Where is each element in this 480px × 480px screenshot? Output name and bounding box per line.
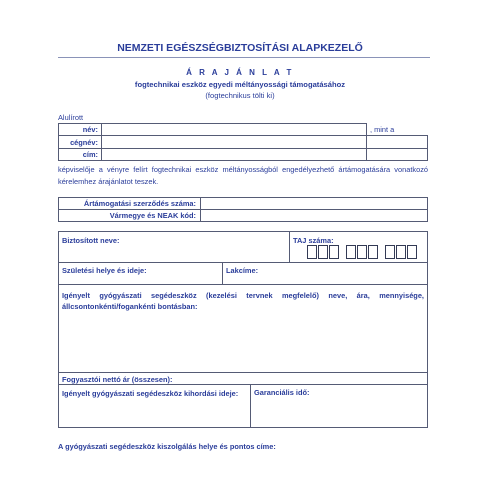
name-suffix: , mint a (370, 125, 395, 134)
birth-field[interactable] (62, 275, 218, 283)
warranty-field[interactable] (254, 399, 424, 425)
contract-number-field[interactable] (204, 199, 424, 209)
county-code-field[interactable] (204, 211, 424, 221)
insured-name-field[interactable] (62, 245, 286, 260)
name-label: név: (82, 125, 98, 134)
aid-description-label: Igényelt gyógyászati segédeszköz (kezelési tervnek megfelelő) neve, ára, mennyisége, állcsontonkénti/fogankénti bontásban: (62, 291, 424, 311)
representative-table (58, 123, 428, 161)
name-field[interactable] (105, 125, 363, 135)
delivery-location-label: A gyógyászati segédeszköz kiszolgálás helye és pontos címe: (58, 442, 276, 451)
address-field[interactable] (105, 150, 363, 160)
lifespan-label: Igényelt gyógyászati segédeszköz kihordási ideje: (62, 389, 239, 398)
document-heading: Á R A J Á N L A T (186, 68, 294, 77)
intro-text: Alulírott (58, 113, 84, 122)
residence-label: Lakcíme: (226, 266, 259, 275)
birth-label: Születési helye és ideje: (62, 266, 147, 275)
representative-paragraph: képviselője a vényre felírt fogtechnikai eszköz méltányosságból engedélyezhető ártámogatására vonatkozó kérelemhez árajánlatot teszek. (58, 165, 428, 186)
county-code-label: Vármegye és NEAK kód: (109, 211, 196, 220)
document-note: (fogtechnikus tölti ki) (205, 91, 275, 100)
taj-number-field[interactable] (307, 245, 418, 259)
insured-name-label: Biztosított neve: (62, 236, 120, 245)
document-title: NEMZETI EGÉSZSÉGBIZTOSÍTÁSI ALAPKEZELŐ (117, 42, 363, 54)
company-field[interactable] (105, 138, 363, 148)
net-price-label: Fogyasztói nettó ár (összesen): (62, 375, 173, 384)
taj-label: TAJ száma: (293, 236, 334, 245)
company-label: cégnév: (70, 138, 98, 147)
address-label: cím: (82, 150, 98, 159)
residence-field[interactable] (226, 275, 424, 283)
contract-number-label: Ártámogatási szerződés száma: (83, 199, 196, 208)
delivery-location-field[interactable] (58, 453, 428, 473)
contract-table (58, 197, 428, 222)
aid-description-field[interactable] (62, 315, 424, 369)
lifespan-field[interactable] (62, 411, 246, 425)
title-divider (58, 57, 430, 58)
document-subheading: fogtechnikai eszköz egyedi méltányossági támogatásához (134, 80, 346, 89)
warranty-label: Garanciális idő: (254, 388, 310, 397)
insured-table (58, 231, 428, 428)
